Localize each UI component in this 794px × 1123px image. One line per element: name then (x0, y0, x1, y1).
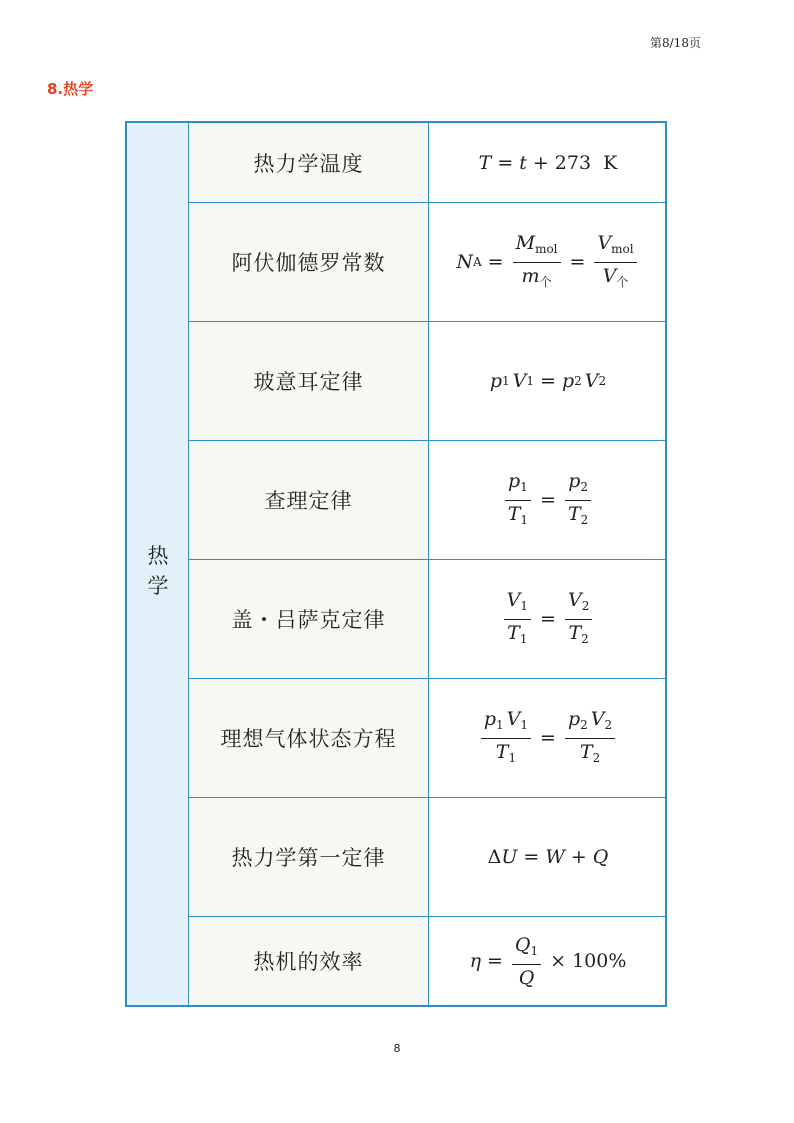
table-row (189, 322, 667, 441)
formula-gay-lussac: $\frac{V_1}{T_1}$ = $\frac{V_2}{T_2}$ (429, 560, 667, 678)
law-name: 理想气体状态方程 (189, 679, 429, 797)
law-name: 盖・吕萨克定律 (189, 560, 429, 678)
formula-boyle: p 1 V 1 = p 2 V 2 (489, 370, 607, 392)
table-row (189, 917, 667, 1005)
table-row (189, 203, 667, 322)
law-name: 热力学温度 (189, 123, 429, 202)
table-row (189, 441, 667, 560)
formula-first-law: Δ U = W + Q (487, 846, 609, 868)
formula-avogadro: N A = $\frac{M_{mol}}{m_个}$ = $\frac{V_{mol}}{V_个}$ (429, 203, 667, 321)
table-row (189, 679, 667, 798)
law-name: 热力学第一定律 (189, 798, 429, 916)
table-row (189, 798, 667, 917)
law-name: 玻意耳定律 (189, 322, 429, 440)
table-row (189, 123, 667, 203)
formula-ideal-gas: $\frac{p_1 V_1}{T_1}$ = $\frac{p_2 V_2}{T_2}$ (429, 679, 667, 797)
law-name: 阿伏伽德罗常数 (189, 203, 429, 321)
section-title: 8.热学 (47, 80, 94, 98)
formula-heat-engine-efficiency: η = $\frac{Q_1}{Q}$ × 100% (469, 933, 627, 989)
formula-thermodynamic-temperature: T = t + 273 K (478, 151, 618, 174)
law-name: 热机的效率 (189, 917, 429, 1005)
table-row (189, 560, 667, 679)
formula-charles: $\frac{p_1}{T_1}$ = $\frac{p_2}{T_2}$ (429, 441, 667, 559)
group-label: 热 学 (147, 544, 169, 598)
page-number: 8 (393, 1042, 401, 1055)
group-cell (127, 123, 189, 1005)
thermodynamics-formula-table (125, 121, 667, 1007)
page-indicator: 第8/18页 (650, 36, 701, 50)
law-name: 查理定律 (189, 441, 429, 559)
